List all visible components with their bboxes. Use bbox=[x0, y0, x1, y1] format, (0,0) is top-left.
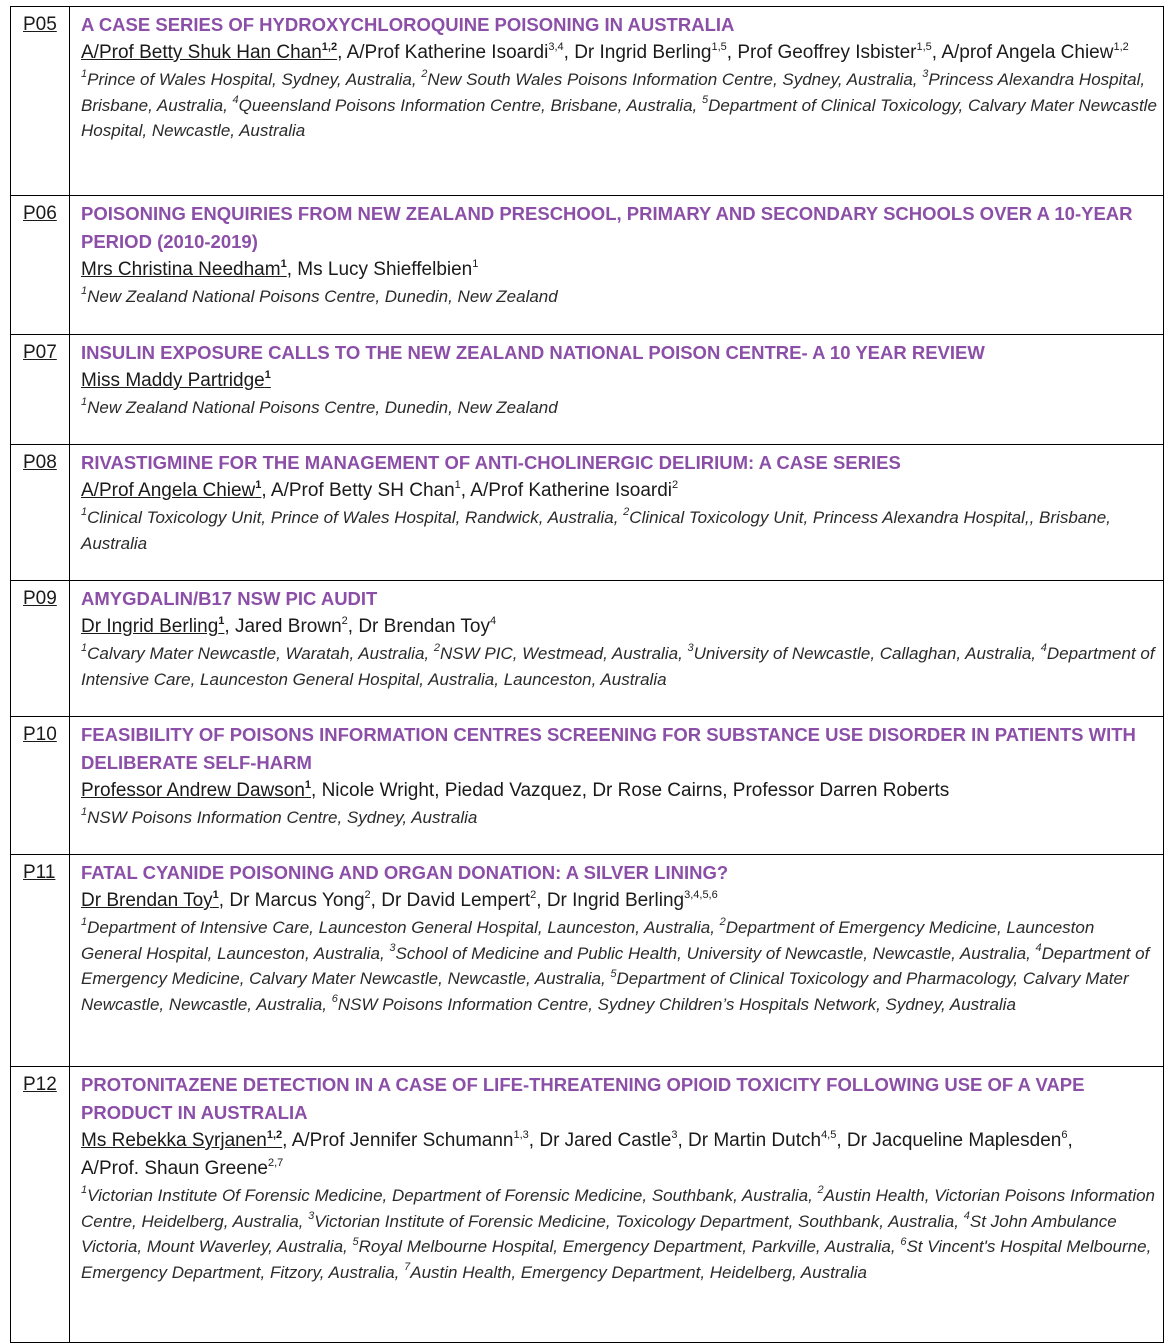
affiliation-list: $^1$Calvary Mater Newcastle, Waratah, Australia, $^2$NSW PIC, Westmead, Australia, $^3$University of Newcastle, Callaghan, Australia, $^4$Department of Intensive Care, Launceston General Hospital, Australia, Launceston, Australia bbox=[81, 642, 1155, 689]
author-name: Professor Andrew Dawson$^1$ bbox=[81, 778, 312, 801]
affiliation-mark: 7 bbox=[404, 1261, 411, 1274]
affiliation-text: St Vincent's Hospital Melbourne, Emergency Department, Fitzory, Australia bbox=[81, 1237, 1152, 1282]
content-cell bbox=[70, 581, 1164, 717]
affiliation-text: School of Medicine and Public Health, University of Newcastle, Newcastle, Australia bbox=[395, 943, 1027, 963]
author-name: Professor Darren Roberts bbox=[732, 780, 950, 801]
author-name: Prof Geoffrey Isbister$^{1,5}$ bbox=[737, 40, 932, 63]
co-author bbox=[381, 890, 536, 911]
abstract-content bbox=[70, 7, 1163, 150]
entry-row bbox=[11, 445, 1164, 581]
co-author bbox=[470, 480, 678, 501]
content-cell bbox=[70, 196, 1164, 335]
abstract-code: P09 bbox=[23, 588, 57, 609]
author-affiliation-mark: 1 bbox=[255, 478, 262, 491]
abstract-code: P11 bbox=[23, 862, 56, 883]
author-affiliation-mark: 3 bbox=[671, 1128, 678, 1141]
affiliation-text: Department of Clinical Toxicology and Pharmacology, Calvary Mater Newcastle, Newcastle, Australia bbox=[81, 969, 1129, 1014]
author-name: Dr Martin Dutch$^{4,5}$ bbox=[688, 1128, 837, 1151]
co-author bbox=[358, 616, 496, 637]
author-affiliation-mark: 1,3 bbox=[513, 1128, 529, 1141]
abstract-code: P07 bbox=[23, 342, 57, 363]
affiliation bbox=[389, 941, 1027, 963]
affiliation-text: New Zealand National Poisons Centre, Dunedin, New Zealand bbox=[87, 398, 558, 417]
affiliation-mark: 2 bbox=[623, 506, 630, 519]
presenting-author bbox=[81, 370, 271, 391]
author-affiliation-mark: 4,5 bbox=[821, 1128, 837, 1141]
co-author bbox=[574, 42, 727, 63]
affiliation bbox=[688, 644, 1032, 663]
author-name: A/Prof Katherine Isoardi$^{3,4}$ bbox=[346, 40, 564, 63]
code-cell bbox=[11, 7, 70, 196]
author-affiliation-mark: 1 bbox=[264, 368, 271, 381]
author-name: Nicole Wright bbox=[321, 780, 435, 801]
author-name: Miss Maddy Partridge$^1$ bbox=[81, 368, 271, 391]
code-cell bbox=[11, 335, 70, 445]
author-name: A/Prof. Shaun Greene$^{2,7}$ bbox=[81, 1156, 284, 1179]
abstract-title: AMYGDALIN/B17 NSW PIC AUDIT bbox=[81, 588, 378, 609]
content-cell bbox=[70, 717, 1164, 855]
author-name: A/prof Angela Chiew$^{1,2}$ bbox=[941, 40, 1129, 63]
affiliation-mark: 1 bbox=[81, 642, 88, 655]
abstract-content bbox=[70, 445, 1163, 562]
abstract-title: RIVASTIGMINE FOR THE MANAGEMENT OF ANTI-CHOLINERGIC DELIRIUM: A CASE SERIES bbox=[81, 452, 901, 473]
affiliation-list: $^1$Department of Intensive Care, Launceston General Hospital, Launceston, Australia, $^2$Department of Emergency Medicine, Launceston General Hospital, Launceston, Australia, $^3$School of Medicine and Public Health, University of Newcastle, Newcastle, Australia, $^4$Department of Emergency Medicine, Calvary Mater Newcastle, Newcastle, Australia, $^5$Department of Clinical Toxicology and Pharmacology, Calvary Mater Newcastle, Newcastle, Australia, $^6$NSW Poisons Information Centre, Sydney Children’s Hospitals Network, Sydney, Australia bbox=[81, 916, 1150, 1014]
author-name: Dr Brendan Toy$^1$ bbox=[81, 888, 219, 911]
author-list: Ms Rebekka Syrjanen$^{1,2}$, A/Prof Jennifer Schumann$^{1,3}$, Dr Jared Castle$^3$, Dr Martin Dutch$^{4,5}$, Dr Jacqueline Maplesden$^6$, A/Prof. Shaun Greene$^{2,7}$ bbox=[81, 1128, 1073, 1179]
entry-row bbox=[11, 335, 1164, 445]
author-affiliation-mark: 1,2 bbox=[321, 40, 338, 53]
affiliation-list: $^1$Prince of Wales Hospital, Sydney, Australia, $^2$New South Wales Poisons Information Centre, Sydney, Australia, $^3$Princess Alexandra Hospital, Brisbane, Australia, $^4$Queensland Poisons Information Centre, Brisbane, Australia, $^5$Department of Clinical Toxicology, Calvary Mater Newcastle Hospital, Newcastle, Australia bbox=[81, 68, 1157, 141]
author-affiliation-mark: 1 bbox=[304, 778, 312, 791]
affiliation-text: Austin Health, Victorian Poisons Information Centre, Heidelberg, Australia bbox=[81, 1186, 1156, 1231]
affiliation-text: Clinical Toxicology Unit, Princess Alexandra Hospital,, Brisbane, Australia bbox=[81, 508, 1111, 553]
affiliation bbox=[434, 644, 678, 663]
co-author bbox=[547, 890, 718, 911]
co-author bbox=[847, 1130, 1068, 1151]
abstract-content bbox=[70, 855, 1163, 1023]
affiliation-text: Department of Clinical Toxicology, Calvary Mater Newcastle Hospital, Newcastle, Australia bbox=[81, 95, 1157, 141]
entry-row bbox=[11, 7, 1164, 196]
code-cell bbox=[11, 445, 70, 581]
abstract-title: POISONING ENQUIRIES FROM NEW ZEALAND PRESCHOOL, PRIMARY AND SECONDARY SCHOOLS OVER A 10-YEAR PERIOD (2010-2019) bbox=[81, 203, 1133, 252]
code-cell bbox=[11, 196, 70, 335]
affiliation-mark: 5 bbox=[702, 93, 709, 106]
affiliation-text: Department of Intensive Care, Launceston General Hospital, Launceston, Australia bbox=[87, 918, 711, 937]
author-name: Dr Brendan Toy$^4$ bbox=[358, 614, 497, 637]
affiliation-mark: 6 bbox=[331, 993, 338, 1006]
co-author bbox=[445, 780, 582, 801]
abstract-title: INSULIN EXPOSURE CALLS TO THE NEW ZEALAND NATIONAL POISON CENTRE- A 10 YEAR REVIEW bbox=[81, 342, 985, 363]
content-cell bbox=[70, 445, 1164, 581]
author-name: Dr Jared Castle$^3$ bbox=[539, 1128, 678, 1151]
presenting-author bbox=[81, 1130, 282, 1151]
affiliation-text: Calvary Mater Newcastle, Waratah, Australia bbox=[87, 644, 425, 663]
abstract-program-table bbox=[10, 6, 1164, 1343]
affiliation-mark: 1 bbox=[81, 68, 88, 81]
author-list: A/Prof Betty Shuk Han Chan$^{1,2}$, A/Prof Katherine Isoardi$^{3,4}$, Dr Ingrid Berling$^{1,5}$, Prof Geoffrey Isbister$^{1,5}$, A/prof Angela Chiew$^{1,2}$ bbox=[81, 40, 1129, 63]
affiliation-text: St John Ambulance Victoria, Mount Waverley, Australia bbox=[81, 1211, 1117, 1257]
affiliation-mark: 3 bbox=[308, 1209, 315, 1222]
code-cell bbox=[11, 581, 70, 717]
affiliation-mark: 5 bbox=[610, 967, 617, 980]
author-name: Dr Rose Cairns bbox=[592, 780, 723, 801]
entry-row bbox=[11, 717, 1164, 855]
abstract-code: P06 bbox=[23, 203, 57, 224]
affiliation-mark: 1 bbox=[81, 396, 88, 409]
author-name: Ms Lucy Shieffelbien$^1$ bbox=[297, 257, 479, 280]
abstract-code: P12 bbox=[23, 1074, 57, 1095]
abstract-title: FEASIBILITY OF POISONS INFORMATION CENTRES SCREENING FOR SUBSTANCE USE DISORDER IN PATIENTS WITH DELIBERATE SELF-HARM bbox=[81, 724, 1136, 773]
affiliation-text: Prince of Wales Hospital, Sydney, Australia bbox=[87, 70, 412, 89]
author-name: Piedad Vazquez bbox=[444, 780, 582, 801]
affiliation-list bbox=[81, 284, 1157, 310]
co-author bbox=[737, 42, 931, 63]
author-name: Dr Ingrid Berling$^{3,4,5,6}$ bbox=[546, 888, 718, 911]
entry-row bbox=[11, 581, 1164, 717]
affiliation-mark: 3 bbox=[687, 642, 694, 655]
affiliation-text: NSW Poisons Information Centre, Sydney, Australia bbox=[87, 808, 478, 827]
affiliation-mark: 3 bbox=[389, 941, 396, 954]
affiliation-mark: 4 bbox=[1035, 941, 1042, 954]
affiliation-mark: 1 bbox=[81, 916, 88, 929]
abstract-rows bbox=[11, 7, 1164, 1343]
content-cell bbox=[70, 855, 1164, 1067]
affiliation-mark: 1 bbox=[81, 285, 88, 298]
presenting-author bbox=[81, 42, 337, 63]
author-name: Jared Brown$^2$ bbox=[234, 614, 348, 637]
affiliation-mark: 6 bbox=[900, 1235, 907, 1248]
author-list: Dr Ingrid Berling$^1$, Jared Brown$^2$, Dr Brendan Toy$^4$ bbox=[81, 614, 497, 637]
co-author bbox=[347, 42, 564, 63]
affiliation-text: Department of Emergency Medicine, Launceston General Hospital, Launceston, Australia bbox=[81, 918, 1095, 963]
affiliation-text: Victorian Institute of Forensic Medicine, Toxicology Department, Southbank, Australia bbox=[314, 1211, 955, 1231]
affiliation-mark: 1 bbox=[81, 806, 88, 819]
affiliation-text: Royal Melbourne Hospital, Emergency Department, Parkville, Australia bbox=[358, 1237, 891, 1257]
affiliation-text: Victorian Institute Of Forensic Medicine, Department of Forensic Medicine, Southbank, Australia bbox=[87, 1186, 809, 1205]
author-affiliation-mark: 2 bbox=[672, 478, 679, 491]
abstract-content bbox=[70, 717, 1163, 837]
affiliation-mark: 2 bbox=[433, 642, 440, 655]
affiliation bbox=[81, 644, 424, 663]
affiliation bbox=[81, 508, 614, 527]
author-affiliation-mark: 1,2 bbox=[266, 1128, 283, 1141]
co-author bbox=[229, 890, 370, 911]
co-author bbox=[322, 780, 435, 801]
affiliation bbox=[81, 70, 412, 89]
author-affiliation-mark: 1 bbox=[454, 478, 461, 491]
affiliation bbox=[421, 70, 913, 89]
author-affiliation-mark: 3,4 bbox=[548, 40, 564, 53]
author-affiliation-mark: 1,5 bbox=[711, 40, 727, 53]
affiliation-mark: 4 bbox=[1040, 642, 1047, 655]
affiliation bbox=[308, 1209, 955, 1231]
abstract-code: P05 bbox=[23, 14, 57, 35]
author-affiliation-mark: 1 bbox=[218, 614, 225, 627]
author-affiliation-mark: 3,4,5,6 bbox=[684, 888, 718, 901]
affiliation-mark: 4 bbox=[963, 1209, 970, 1222]
affiliation-list bbox=[81, 395, 1157, 421]
co-author bbox=[292, 1130, 529, 1151]
code-cell bbox=[11, 717, 70, 855]
affiliation-text: Department of Intensive Care, Launceston General Hospital, Australia, Launceston, Australia bbox=[81, 644, 1155, 689]
code-cell bbox=[11, 855, 70, 1067]
entry-row bbox=[11, 1067, 1164, 1343]
abstract-content bbox=[70, 196, 1163, 316]
presenting-author bbox=[81, 616, 224, 637]
author-list: A/Prof Angela Chiew$^1$, A/Prof Betty SH Chan$^1$, A/Prof Katherine Isoardi$^2$ bbox=[81, 478, 679, 501]
abstract-content bbox=[70, 335, 1163, 427]
co-author bbox=[941, 42, 1128, 63]
abstract-title: PROTONITAZENE DETECTION IN A CASE OF LIFE-THREATENING OPIOID TOXICITY FOLLOWING USE OF A VAPE PRODUCT IN AUSTRALIA bbox=[81, 1074, 1085, 1123]
affiliation-list: $^1$Clinical Toxicology Unit, Prince of Wales Hospital, Randwick, Australia, $^2$Clinical Toxicology Unit, Princess Alexandra Hospital,, Brisbane, Australia bbox=[81, 506, 1111, 553]
author-name: Dr Ingrid Berling$^{1,5}$ bbox=[574, 40, 727, 63]
affiliation-mark: 3 bbox=[922, 68, 929, 81]
presenting-author bbox=[81, 259, 287, 280]
affiliation bbox=[81, 808, 477, 827]
author-name: Dr Ingrid Berling$^1$ bbox=[81, 614, 225, 637]
affiliation-text: NSW PIC, Westmead, Australia bbox=[440, 644, 679, 663]
affiliation bbox=[81, 287, 558, 306]
affiliation-text: Clinical Toxicology Unit, Prince of Wales Hospital, Randwick, Australia bbox=[87, 508, 614, 527]
affiliation bbox=[81, 398, 558, 417]
presenting-author bbox=[81, 780, 311, 801]
co-author bbox=[539, 1130, 677, 1151]
affiliation-text: New South Wales Poisons Information Centre, Sydney, Australia bbox=[427, 70, 913, 89]
presenting-author bbox=[81, 890, 219, 911]
author-name: Dr David Lempert$^2$ bbox=[381, 888, 537, 911]
author-name: A/Prof Katherine Isoardi$^2$ bbox=[470, 478, 679, 501]
affiliation-text: Queensland Poisons Information Centre, Brisbane, Australia bbox=[238, 95, 693, 115]
code-cell bbox=[11, 1067, 70, 1343]
author-affiliation-mark: 6 bbox=[1061, 1128, 1068, 1141]
co-author bbox=[235, 616, 348, 637]
author-affiliation-mark: 2 bbox=[364, 888, 371, 901]
content-cell bbox=[70, 335, 1164, 445]
author-affiliation-mark: 2 bbox=[530, 888, 537, 901]
author-affiliation-mark: 1 bbox=[472, 257, 479, 270]
entry-row bbox=[11, 855, 1164, 1067]
author-name: A/Prof Betty SH Chan$^1$ bbox=[270, 478, 461, 501]
affiliation bbox=[81, 918, 710, 937]
co-author bbox=[592, 780, 722, 801]
author-affiliation-mark: 1 bbox=[212, 888, 219, 901]
affiliation-mark: 2 bbox=[719, 916, 726, 929]
abstract-title: FATAL CYANIDE POISONING AND ORGAN DONATION: A SILVER LINING? bbox=[81, 862, 729, 883]
affiliation bbox=[404, 1263, 867, 1282]
author-list: Mrs Christina Needham$^1$, Ms Lucy Shieffelbien$^1$ bbox=[81, 257, 479, 280]
affiliation-text: NSW Poisons Information Centre, Sydney Children’s Hospitals Network, Sydney, Australia bbox=[337, 994, 1016, 1014]
content-cell bbox=[70, 1067, 1164, 1343]
abstract-content bbox=[70, 581, 1163, 698]
affiliation-mark: 5 bbox=[352, 1235, 359, 1248]
author-name: A/Prof Angela Chiew$^1$ bbox=[81, 478, 262, 501]
author-affiliation-mark: 1 bbox=[280, 257, 287, 270]
author-name: Dr Marcus Yong$^2$ bbox=[229, 888, 371, 911]
affiliation-text: Austin Health, Emergency Department, Heidelberg, Australia bbox=[410, 1262, 867, 1282]
affiliation bbox=[352, 1237, 890, 1256]
affiliation-mark: 4 bbox=[232, 93, 239, 106]
abstract-code: P08 bbox=[23, 452, 57, 473]
content-cell bbox=[70, 7, 1164, 196]
author-name: Ms Rebekka Syrjanen$^{1,2}$ bbox=[81, 1128, 283, 1151]
co-author bbox=[271, 480, 461, 501]
abstract-content bbox=[70, 1067, 1163, 1291]
affiliation bbox=[232, 93, 693, 115]
author-name: A/Prof Betty Shuk Han Chan$^{1,2}$ bbox=[81, 40, 338, 63]
abstract-title: A CASE SERIES OF HYDROXYCHLOROQUINE POISONING IN AUSTRALIA bbox=[81, 14, 735, 35]
co-author bbox=[733, 780, 949, 801]
author-list: Dr Brendan Toy$^1$, Dr Marcus Yong$^2$, Dr David Lempert$^2$, Dr Ingrid Berling$^{3,4,5,6}$ bbox=[81, 888, 718, 911]
affiliation-mark: 1 bbox=[81, 1184, 88, 1197]
affiliation-text: New Zealand National Poisons Centre, Dunedin, New Zealand bbox=[87, 287, 558, 306]
co-author bbox=[81, 1158, 283, 1179]
affiliation-text: Princess Alexandra Hospital, Brisbane, Australia bbox=[81, 70, 1146, 115]
author-affiliation-mark: 2 bbox=[341, 614, 348, 627]
affiliation-mark: 2 bbox=[817, 1184, 824, 1197]
author-name: A/Prof Jennifer Schumann$^{1,3}$ bbox=[291, 1128, 529, 1151]
affiliation bbox=[81, 1186, 808, 1205]
affiliation-list bbox=[81, 805, 1157, 831]
author-affiliation-mark: 1,5 bbox=[916, 40, 932, 53]
affiliation-mark: 1 bbox=[81, 506, 88, 519]
affiliation bbox=[332, 995, 1016, 1014]
author-name: Mrs Christina Needham$^1$ bbox=[81, 257, 287, 280]
author-name: Dr Jacqueline Maplesden$^6$ bbox=[846, 1128, 1068, 1151]
author-affiliation-mark: 2,7 bbox=[267, 1156, 284, 1169]
author-affiliation-mark: 4 bbox=[490, 614, 497, 627]
author-list: Professor Andrew Dawson$^1$, Nicole Wright, Piedad Vazquez, Dr Rose Cairns, Professor Darren Roberts bbox=[81, 778, 950, 801]
presenting-author bbox=[81, 480, 261, 501]
abstract-code: P10 bbox=[23, 724, 57, 745]
affiliation-list: $^1$Victorian Institute Of Forensic Medicine, Department of Forensic Medicine, Southbank, Australia, $^2$Austin Health, Victorian Poisons Information Centre, Heidelberg, Australia, $^3$Victorian Institute of Forensic Medicine, Toxicology Department, Southbank, Australia, $^4$St John Ambulance Victoria, Mount Waverley, Australia, $^5$Royal Melbourne Hospital, Emergency Department, Parkville, Australia, $^6$St Vincent's Hospital Melbourne, Emergency Department, Fitzory, Australia, $^7$Austin Health, Emergency Department, Heidelberg, Australia bbox=[81, 1184, 1156, 1282]
co-author bbox=[688, 1130, 836, 1151]
author-list bbox=[81, 367, 1157, 395]
author-affiliation-mark: 1,2 bbox=[1113, 40, 1129, 53]
affiliation-text: Department of Emergency Medicine, Calvary Mater Newcastle, Newcastle, Australia bbox=[81, 943, 1150, 989]
affiliation-text: University of Newcastle, Callaghan, Australia bbox=[693, 644, 1032, 663]
co-author bbox=[297, 259, 478, 280]
entry-row bbox=[11, 196, 1164, 335]
affiliation-mark: 2 bbox=[421, 68, 428, 81]
